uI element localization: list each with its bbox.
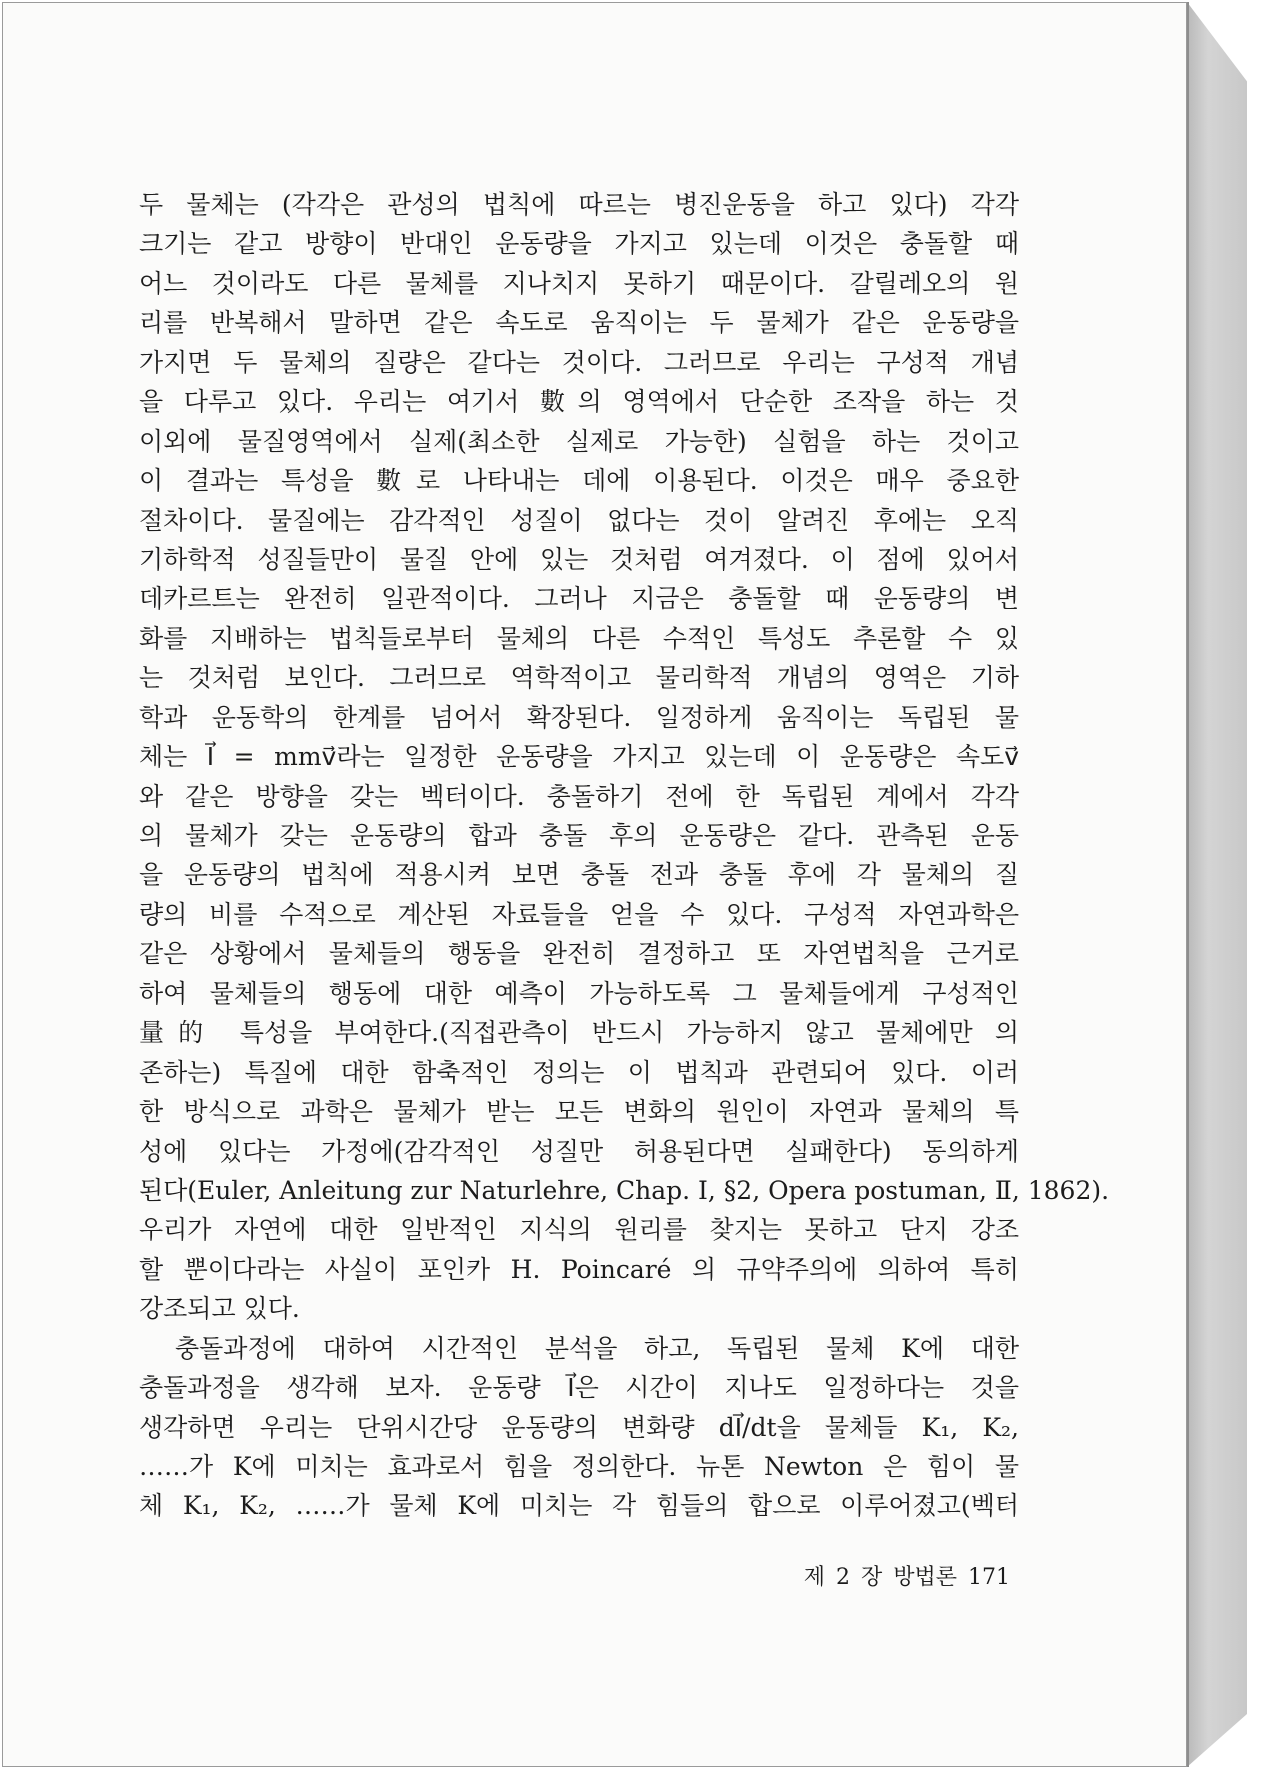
page-number: 171	[968, 1565, 1010, 1590]
text-line: 절차이다. 물질에는 감각적인 성질이 없다는 것이 알려진 후에는 오직	[139, 505, 1019, 535]
text-line: 이 결과는 특성을 數로 나타내는 데에 이용된다. 이것은 매우 중요한	[139, 466, 1019, 496]
text-line: 리를 반복해서 말하면 같은 속도로 움직이는 두 물체가 같은 운동량을	[139, 308, 1019, 338]
text-line: 충돌과정에 대하여 시간적인 분석을 하고, 독립된 물체 K에 대한	[175, 1333, 1019, 1363]
text-line: 한 방식으로 과학은 물체가 받는 모든 변화의 원인이 자연과 물체의 특	[139, 1097, 1019, 1127]
text-line: 을 다루고 있다. 우리는 여기서 數의 영역에서 단순한 조작을 하는 것	[139, 387, 1019, 417]
section-label: 방법론	[893, 1565, 957, 1590]
text-line: 량의 비를 수적으로 계산된 자료들을 얻을 수 있다. 구성적 자연과학은	[139, 899, 1019, 929]
text-line: 충돌과정을 생각해 보자. 운동량 I⃗은 시간이 지나도 일정하다는 것을	[139, 1373, 1019, 1403]
text-line: 생각하면 우리는 단위시간당 운동량의 변화량 dI⃗/dt을 물체들 K₁, K₂,	[139, 1412, 1019, 1442]
text-line: 가지면 두 물체의 질량은 같다는 것이다. 그러므로 우리는 구성적 개념	[139, 347, 1019, 377]
text-line: 할 뿐이다라는 사실이 포인카 H. Poincaré 의 규약주의에 의하여 특히	[139, 1254, 1019, 1284]
text-line: 의 물체가 갖는 운동량의 합과 충돌 후의 운동량은 같다. 관측된 운동	[139, 821, 1019, 850]
text-line: 을 운동량의 법칙에 적용시켜 보면 충돌 전과 충돌 후에 각 물체의 질	[139, 860, 1019, 890]
text-line: 된다(Euler, Anleitung zur Naturlehre, Chap. Ⅰ, §2, Opera postuman, Ⅱ, 1862).	[139, 1175, 1110, 1205]
paragraph-2	[139, 1329, 1019, 1526]
text-line: 크기는 같고 방향이 반대인 운동량을 가지고 있는데 이것은 충돌할 때	[139, 229, 1019, 259]
text-line: 이외에 물질영역에서 실제(최소한 실제로 가능한) 실험을 하는 것이고	[139, 426, 1019, 456]
body-text	[139, 185, 1110, 1526]
text-line: 하여 물체들의 행동에 대한 예측이 가능하도록 그 물체들에게 구성적인	[139, 978, 1019, 1008]
page-footer	[760, 1560, 1010, 1591]
text-line: 성에 있다는 가정에(감각적인 성질만 허용된다면 실패한다) 동의하게	[139, 1136, 1019, 1166]
text-line: 강조되고 있다.	[139, 1294, 300, 1324]
text-line: 화를 지배하는 법칙들로부터 물체의 다른 수적인 특성도 추론할 수 있	[139, 623, 1019, 653]
text-line: 데카르트는 완전히 일관적이다. 그러나 지금은 충돌할 때 운동량의 변	[139, 584, 1019, 614]
text-line: ……가 K에 미치는 효과로서 힘을 정의한다. 뉴톤 Newton 은 힘이 물	[139, 1452, 1019, 1481]
page-stack-edge	[1187, 2, 1247, 1767]
text-line: 학과 운동학의 한계를 넘어서 확장된다. 일정하게 움직이는 독립된 물	[139, 702, 1019, 732]
text-line: 같은 상황에서 물체들의 행동을 완전히 결정하고 또 자연법칙을 근거로	[139, 939, 1019, 969]
text-line: 존하는) 특질에 대한 함축적인 정의는 이 법칙과 관련되어 있다. 이러	[139, 1057, 1019, 1087]
text-line: 어느 것이라도 다른 물체를 지나치지 못하기 때문이다. 갈릴레오의 원	[139, 268, 1019, 298]
text-line: 와 같은 방향을 갖는 벡터이다. 충돌하기 전에 한 독립된 계에서 각각	[139, 781, 1019, 811]
text-line: 기하학적 성질들만이 물질 안에 있는 것처럼 여겨졌다. 이 점에 있어서	[139, 544, 1019, 574]
text-line: 우리가 자연에 대한 일반적인 지식의 원리를 찾지는 못하고 단지 강조	[139, 1215, 1019, 1245]
text-line: 체 K₁, K₂, ……가 물체 K에 미치는 각 힘들의 합으로 이루어졌고(벡터	[139, 1491, 1019, 1521]
text-line: 는 것처럼 보인다. 그러므로 역학적이고 물리학적 개념의 영역은 기하	[139, 663, 1019, 693]
chapter-label: 제 2 장	[803, 1565, 883, 1590]
text-line: 체는 I⃗ = mmv⃗라는 일정한 운동량을 가지고 있는데 이 운동량은 속도v⃗	[139, 742, 1019, 772]
paragraph-1	[139, 185, 1110, 1329]
page-edge-line	[1187, 2, 1189, 1767]
text-line: 量的 특성을 부여한다.(직접관측이 반드시 가능하지 않고 물체에만 의	[139, 1018, 1019, 1048]
text-line: 두 물체는 (각각은 관성의 법칙에 따르는 병진운동을 하고 있다) 각각	[139, 190, 1019, 219]
